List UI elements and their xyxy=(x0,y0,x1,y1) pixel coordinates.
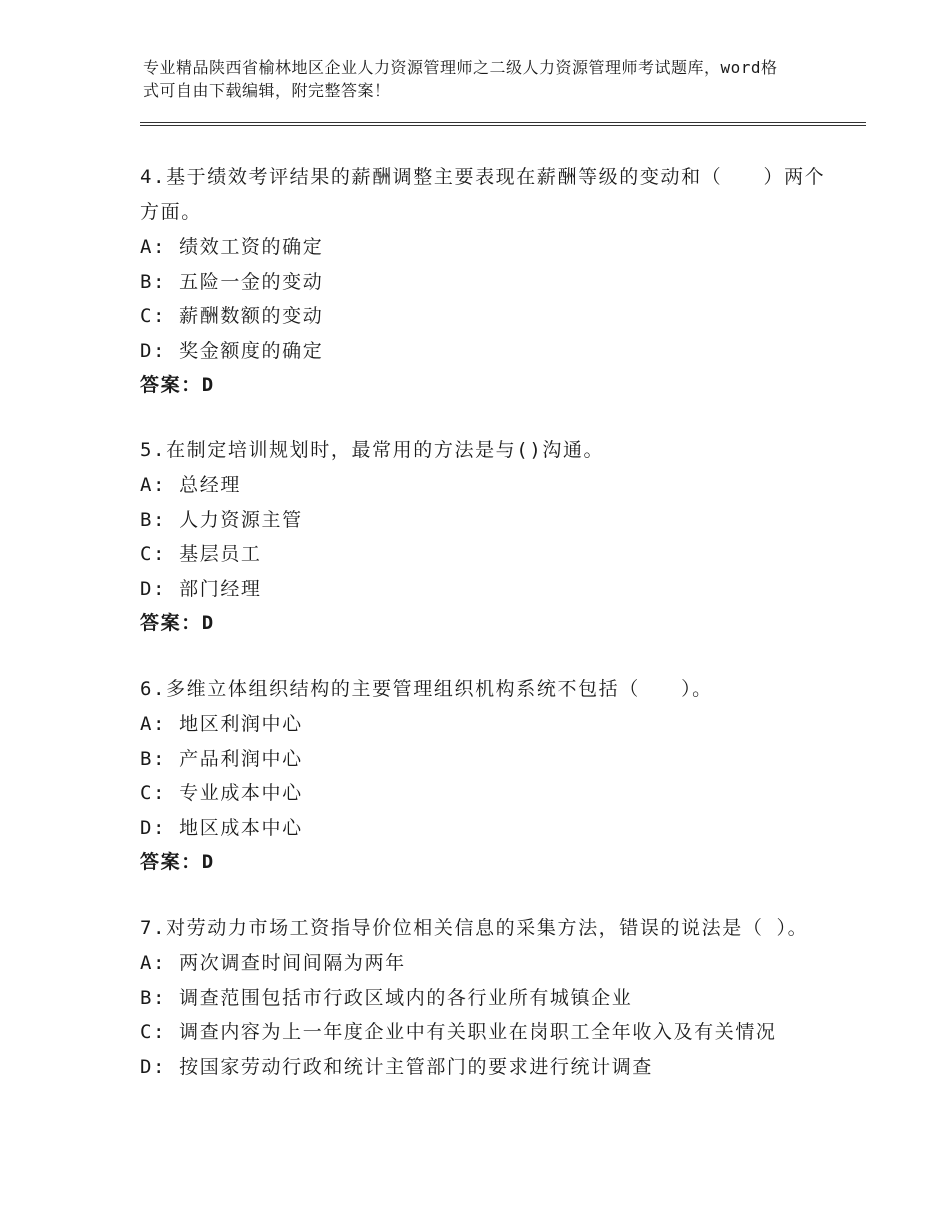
option-d: D: 地区成本中心 xyxy=(140,816,303,839)
option-c: C: 薪酬数额的变动 xyxy=(140,305,324,327)
option-d: D: 按国家劳动行政和统计主管部门的要求进行统计调查 xyxy=(140,1055,653,1078)
question-text: 5.在制定培训规划时，最常用的方法是与()沟通。 xyxy=(140,439,605,461)
option-c: C: 基层员工 xyxy=(140,543,262,565)
question-5 xyxy=(140,433,830,640)
option-b: B: 人力资源主管 xyxy=(140,508,303,531)
question-6 xyxy=(140,672,830,879)
answer: 答案：D xyxy=(140,374,215,396)
option-b: B: 产品利润中心 xyxy=(140,747,303,770)
option-a: A: 绩效工资的确定 xyxy=(140,236,324,258)
header-divider-top xyxy=(140,122,866,123)
option-c: C: 专业成本中心 xyxy=(140,782,303,804)
question-7 xyxy=(140,911,830,1084)
question-4 xyxy=(140,160,830,402)
option-a: A: 两次调查时间间隔为两年 xyxy=(140,952,406,974)
document-header xyxy=(143,56,783,102)
question-text: 6.多维立体组织结构的主要管理组织机构系统不包括（ ）。 xyxy=(140,678,713,700)
option-c: C: 调查内容为上一年度企业中有关职业在岗职工全年收入及有关情况 xyxy=(140,1021,777,1043)
option-a: A: 总经理 xyxy=(140,474,241,496)
answer: 答案：D xyxy=(140,612,215,634)
option-d: D: 部门经理 xyxy=(140,577,262,600)
document-title: 专业精品陕西省榆林地区企业人力资源管理师之二级人力资源管理师考试题库，word格式可自由下载编辑，附完整答案！ xyxy=(143,58,778,100)
question-text: 4.基于绩效考评结果的薪酬调整主要表现在薪酬等级的变动和（ ）两个方面。 xyxy=(140,166,826,223)
answer: 答案：D xyxy=(140,851,215,873)
option-b: B: 调查范围包括市行政区域内的各行业所有城镇企业 xyxy=(140,986,633,1009)
option-b: B: 五险一金的变动 xyxy=(140,270,324,293)
question-text: 7.对劳动力市场工资指导价位相关信息的采集方法，错误的说法是（ ）。 xyxy=(140,917,809,939)
header-divider-bottom xyxy=(140,125,866,126)
option-d: D: 奖金额度的确定 xyxy=(140,339,324,362)
option-a: A: 地区利润中心 xyxy=(140,713,303,735)
